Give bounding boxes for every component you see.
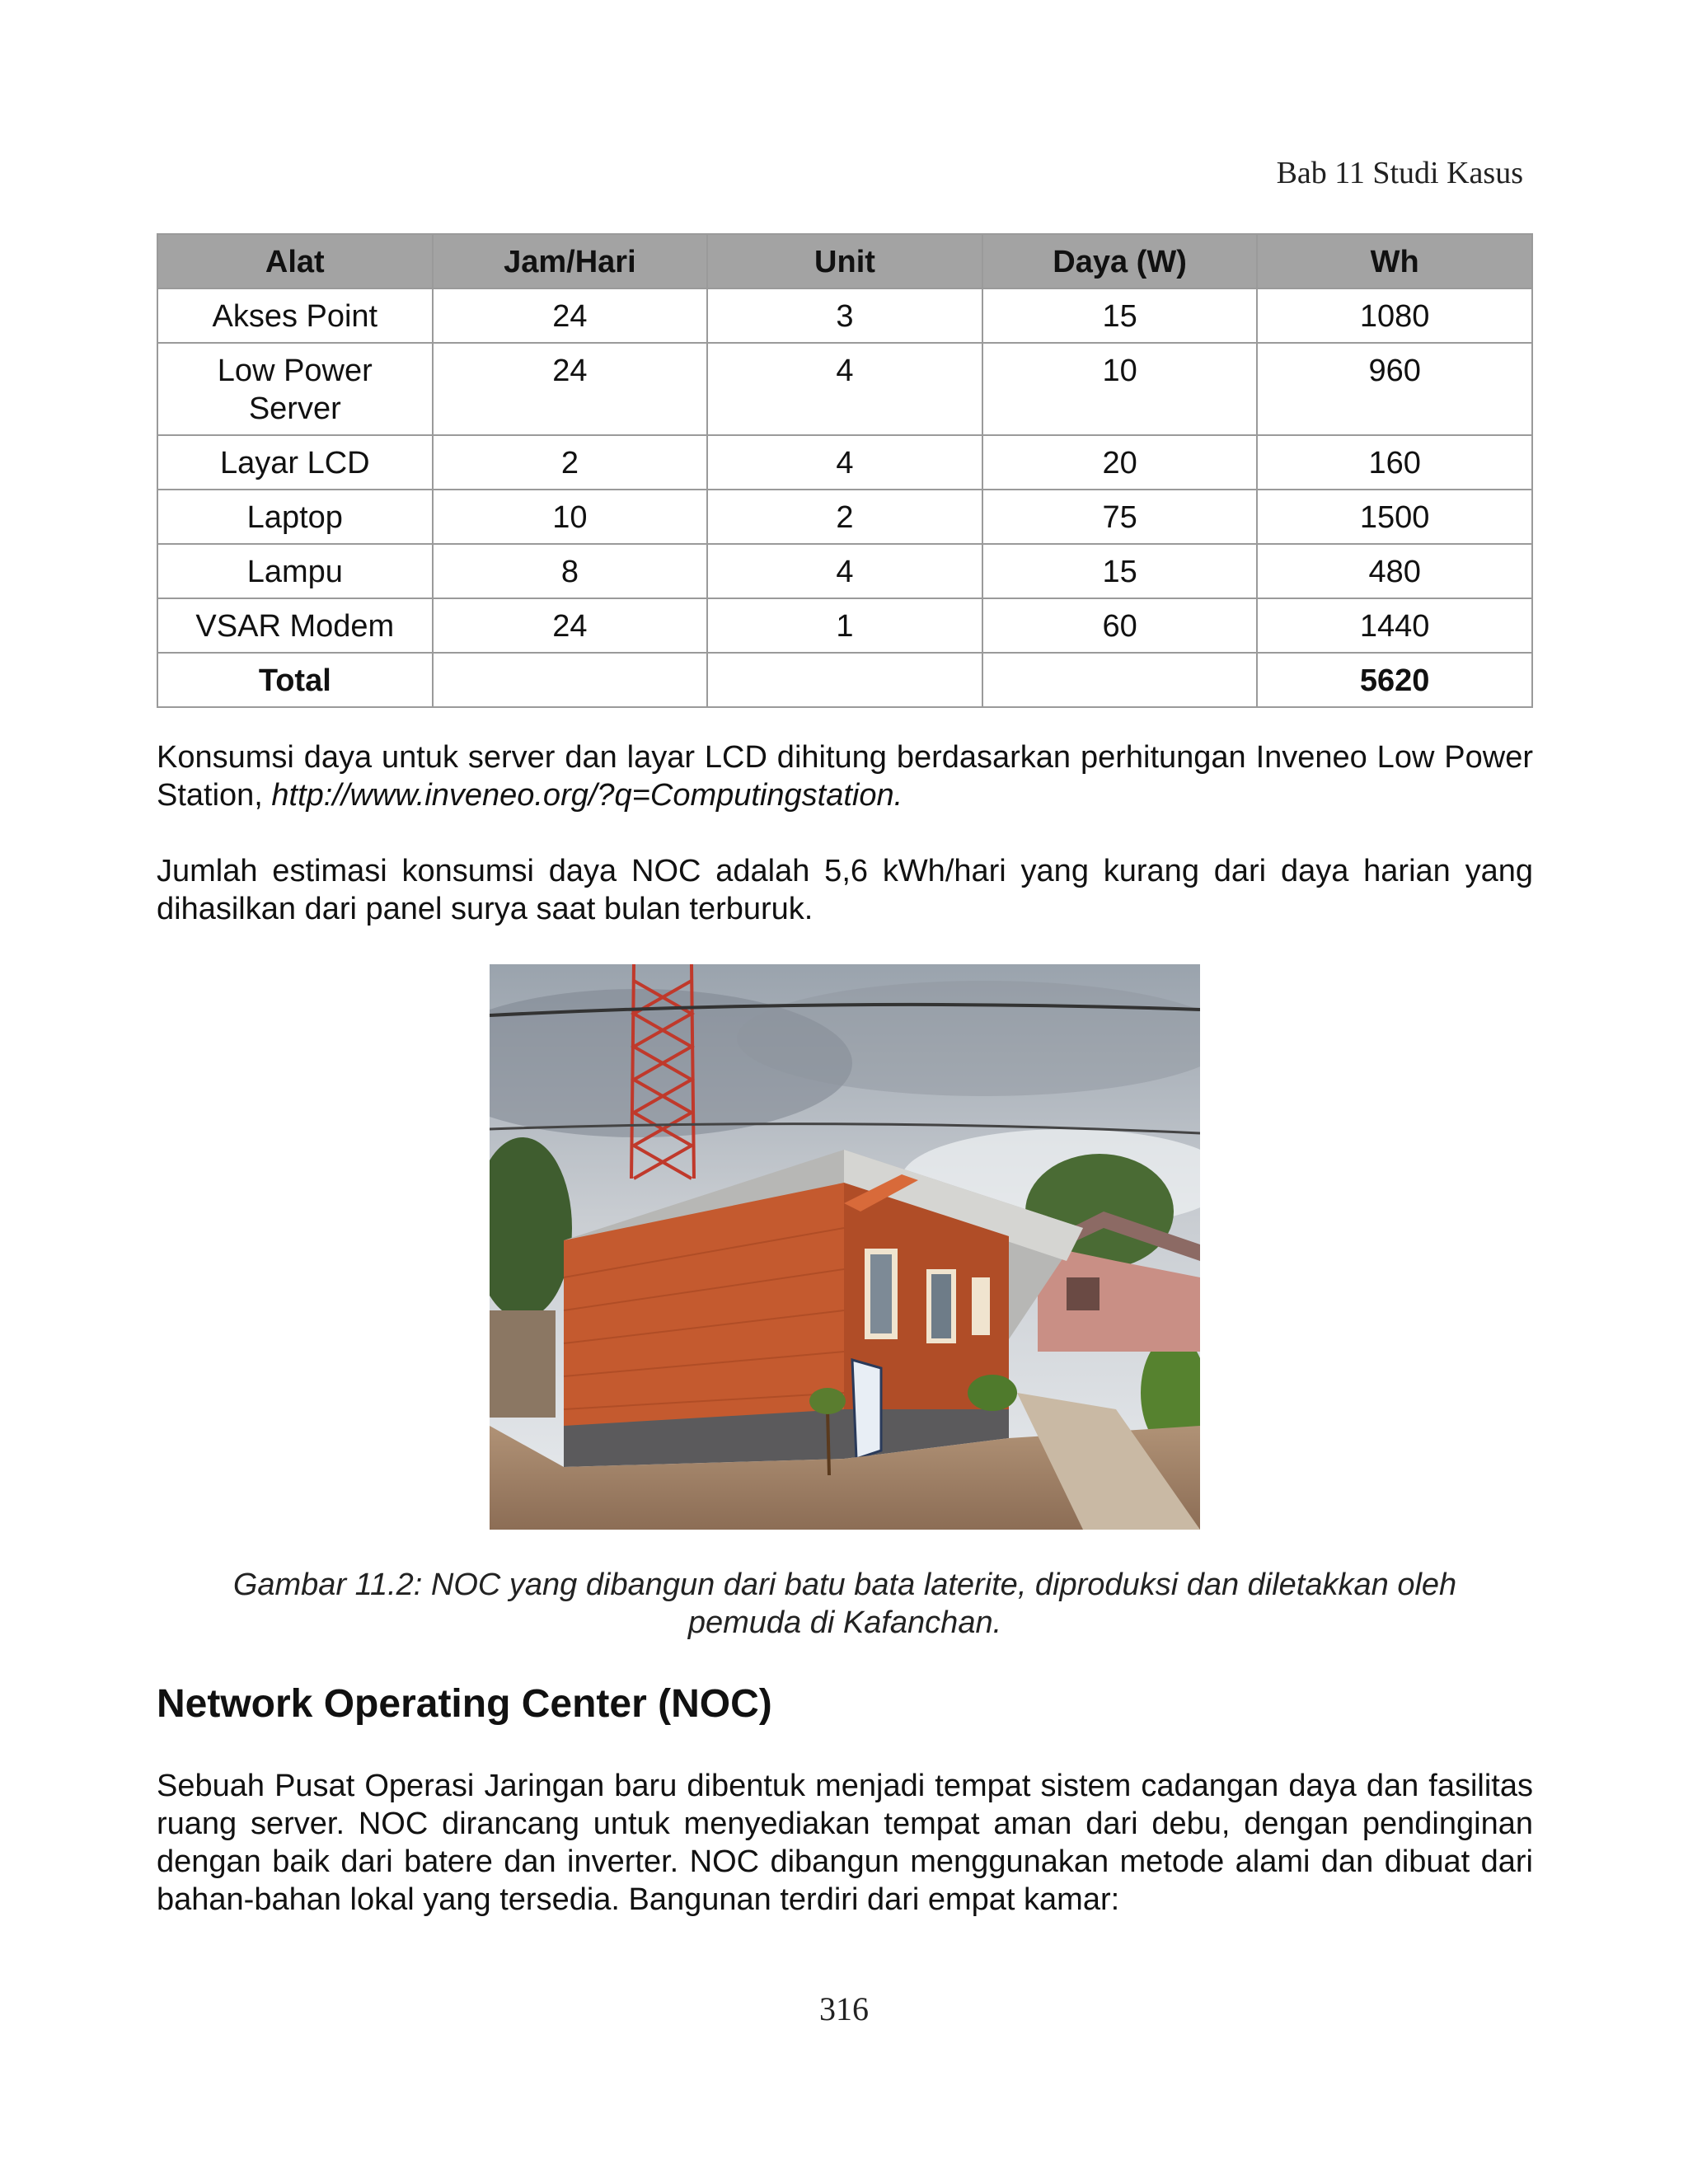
table-cell: 1 [707, 598, 982, 653]
power-consumption-table [157, 233, 1533, 708]
table-cell: 2 [707, 490, 982, 544]
table-cell: 24 [433, 598, 708, 653]
paragraph-estimate: Jumlah estimasi konsumsi daya NOC adalah 5,6 kWh/hari yang kurang dari daya harian yang dihasilkan dari panel surya saat bulan terburuk. [157, 854, 1533, 926]
table-cell-empty [982, 653, 1258, 707]
table-cell: 480 [1257, 544, 1532, 598]
table-cell: 4 [707, 435, 982, 490]
table-row [157, 288, 1532, 343]
table-row [157, 435, 1532, 490]
table-cell: 20 [982, 435, 1258, 490]
table-row [157, 598, 1532, 653]
table-cell: 1080 [1257, 288, 1532, 343]
table-cell-empty [433, 653, 708, 707]
table-header-row [157, 234, 1532, 288]
column-header-unit: Unit [707, 234, 982, 288]
column-header-wh: Wh [1257, 234, 1532, 288]
table-cell: 60 [982, 598, 1258, 653]
running-header: Bab 11 Studi Kasus [1276, 156, 1523, 190]
total-label: Total [157, 653, 433, 707]
total-value: 5620 [1257, 653, 1532, 707]
paragraph-noc-description: Sebuah Pusat Operasi Jaringan baru dibentuk menjadi tempat sistem cadangan daya dan fasilitas ruang server. NOC dirancang untuk menyediakan tempat aman dari debu, dengan pendinginan dengan baik dari batere dan inverter. NOC dibangun menggunakan metode alami dan dibuat dari bahan-bahan lokal yang tersedia. Bangunan terdiri dari empat kamar: [157, 1769, 1533, 1917]
section-heading: Network Operating Center (NOC) [157, 1682, 772, 1726]
table-row [157, 544, 1532, 598]
table-cell: 15 [982, 288, 1258, 343]
table-total-row [157, 653, 1532, 707]
table-cell: 24 [433, 288, 708, 343]
table-cell: 2 [433, 435, 708, 490]
table-cell: 8 [433, 544, 708, 598]
paragraph-text: Konsumsi daya untuk server dan layar LCD dihitung berdasarkan perhitungan Inveneo Low Power Station, [157, 740, 1533, 813]
figure-caption-line-2: pemuda di Kafanchan. [687, 1605, 1002, 1640]
table-cell: VSAR Modem [157, 598, 433, 653]
inveneo-link[interactable]: http://www.inveneo.org/?q=Computingstation. [271, 778, 903, 813]
table-cell: Akses Point [157, 288, 433, 343]
column-header-daya: Daya (W) [982, 234, 1258, 288]
table-cell: Low Power Server [157, 343, 433, 435]
table-cell: 4 [707, 544, 982, 598]
table-row [157, 490, 1532, 544]
table-cell: 3 [707, 288, 982, 343]
table-cell-empty [707, 653, 982, 707]
table-row [157, 343, 1532, 435]
figure-caption-line-1: Gambar 11.2: NOC yang dibangun dari batu bata laterite, diproduksi dan diletakkan oleh [232, 1568, 1457, 1602]
table-cell: 4 [707, 343, 982, 435]
table-cell: Lampu [157, 544, 433, 598]
table-cell: 75 [982, 490, 1258, 544]
table-cell: 1500 [1257, 490, 1532, 544]
paragraph-power-source [157, 738, 1533, 814]
noc-building-photo [490, 964, 1200, 1530]
page-number: 316 [819, 1990, 869, 2027]
table-cell: 10 [982, 343, 1258, 435]
table-cell: 15 [982, 544, 1258, 598]
table-cell: 24 [433, 343, 708, 435]
column-header-alat: Alat [157, 234, 433, 288]
figure-caption [157, 1566, 1533, 1642]
table-cell: Laptop [157, 490, 433, 544]
table-cell: 160 [1257, 435, 1532, 490]
table-cell: 1440 [1257, 598, 1532, 653]
table-cell: 960 [1257, 343, 1532, 435]
column-header-jam-hari: Jam/Hari [433, 234, 708, 288]
table-cell: 10 [433, 490, 708, 544]
table-cell: Layar LCD [157, 435, 433, 490]
